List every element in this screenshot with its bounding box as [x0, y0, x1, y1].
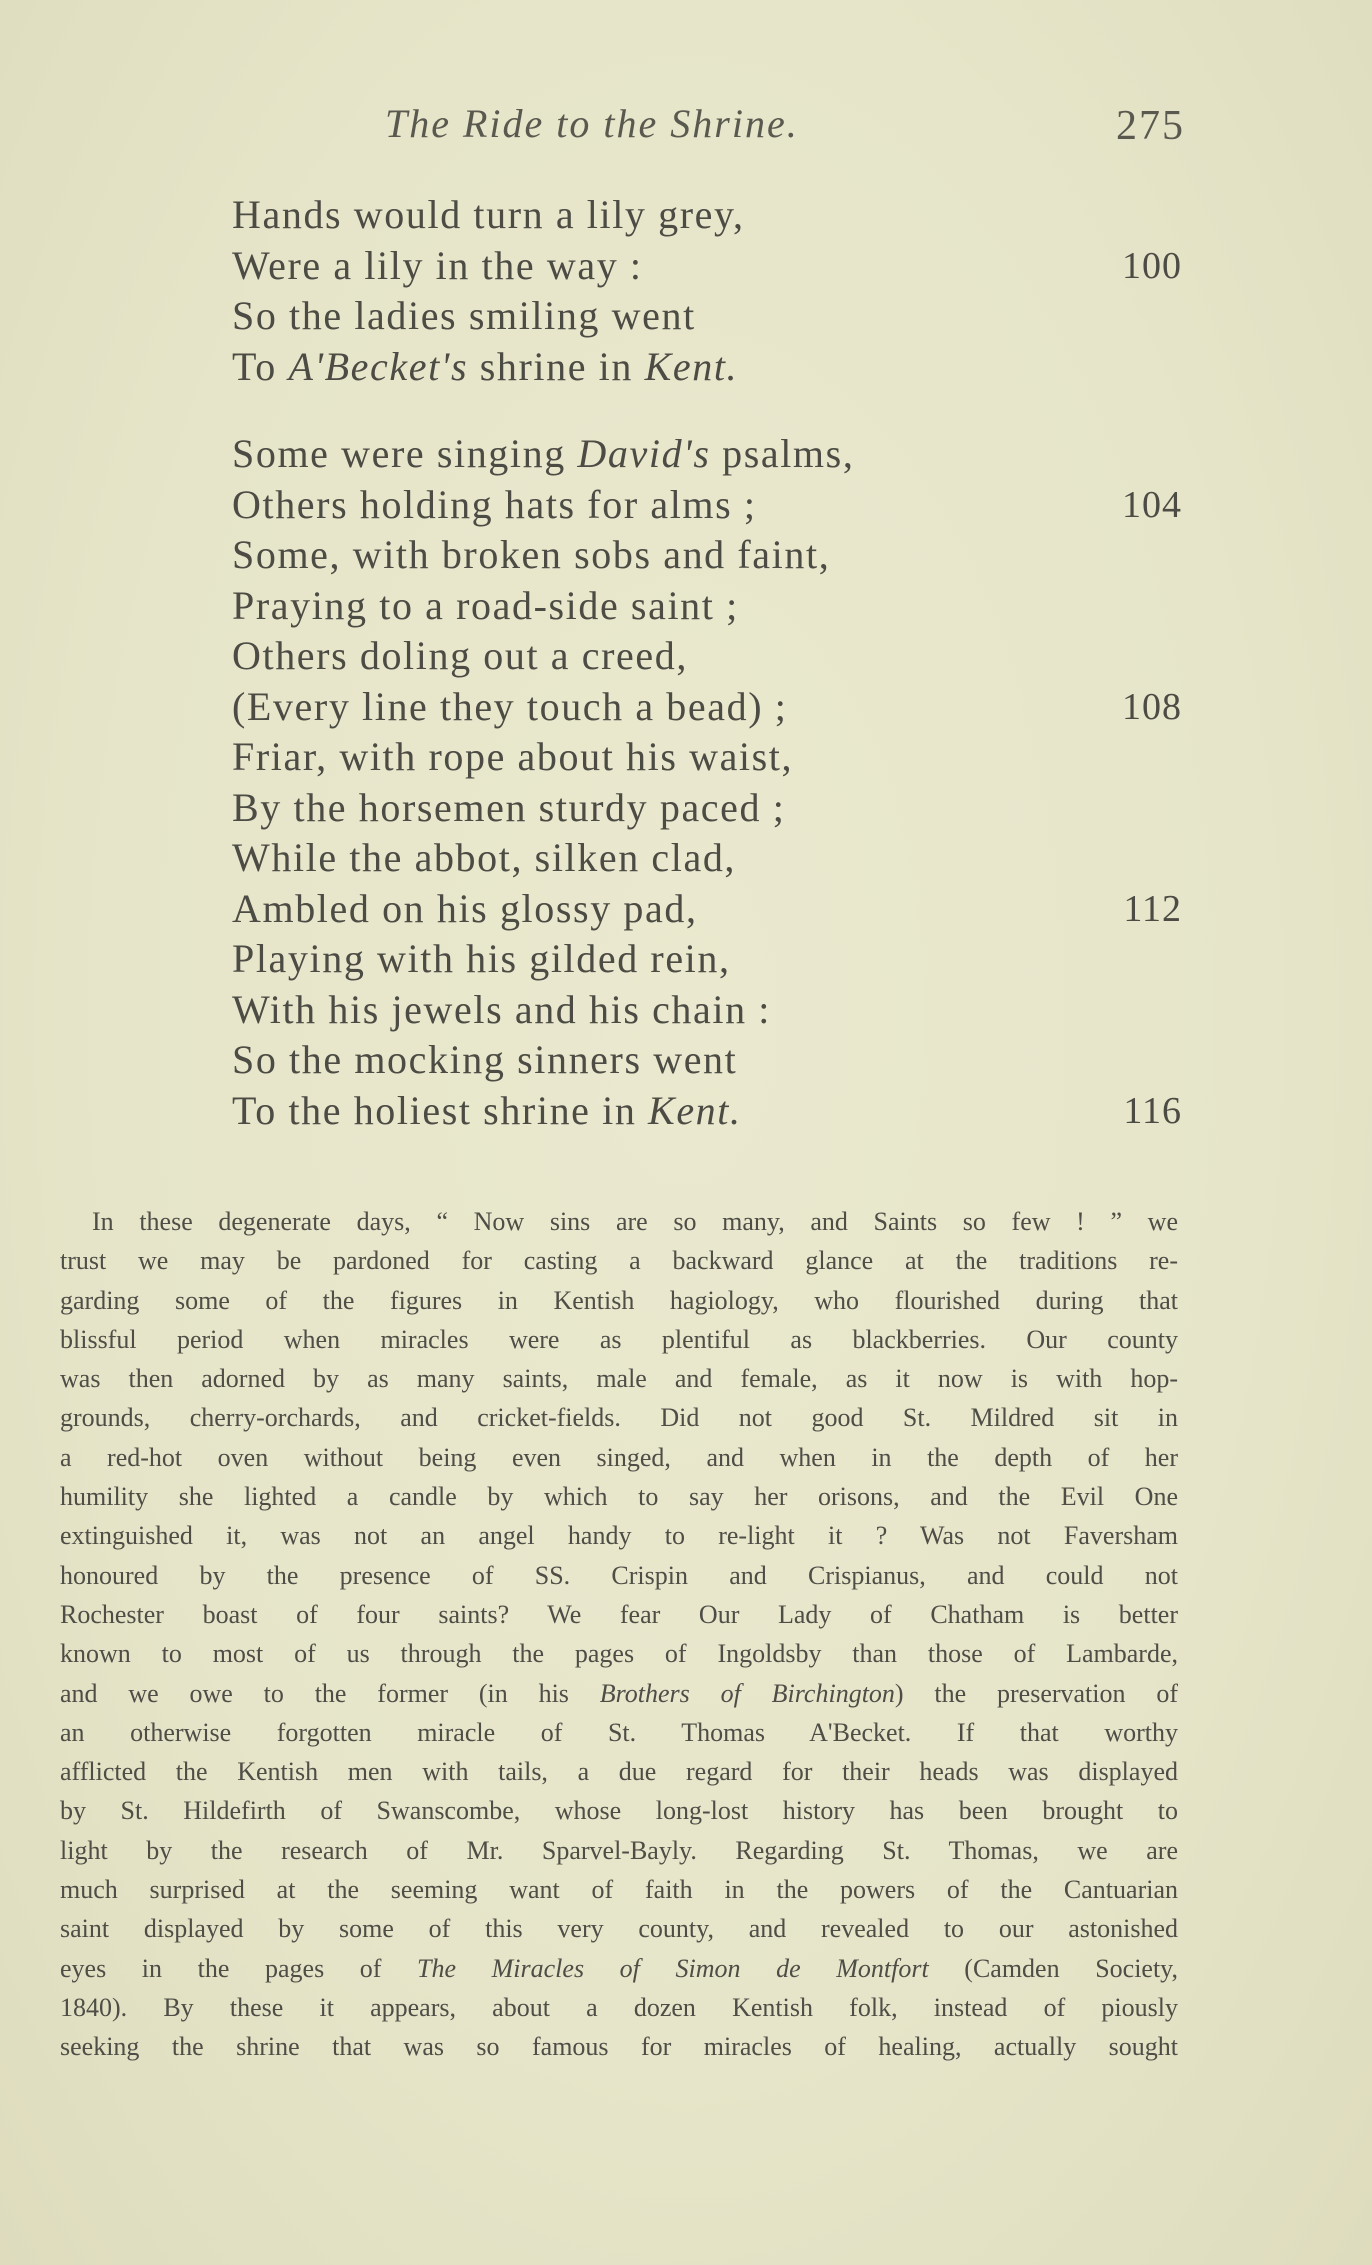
- poem-line: [232, 1086, 1182, 1137]
- poem-line-italic: A'Becket's: [288, 343, 469, 389]
- poem-line: [232, 631, 1182, 682]
- poem-line-text: psalms,: [710, 431, 855, 476]
- poem-line: [232, 291, 1182, 342]
- poem-line: [232, 429, 1182, 480]
- poem-line-text: Praying to a road-side saint ;: [232, 582, 739, 628]
- poem-line: [232, 934, 1182, 985]
- poem-line: [232, 985, 1182, 1036]
- poem-line-text: With his jewels and his chain :: [232, 986, 772, 1032]
- poem-line-text: Others holding hats for alms ;: [232, 481, 757, 527]
- poem-line-text: Friar, with rope about his waist,: [232, 734, 794, 779]
- page-header: [385, 100, 1185, 160]
- poem: [232, 190, 1182, 1136]
- poem-line: [232, 342, 1182, 393]
- page-number: 275: [1116, 103, 1185, 149]
- prose-line: light by the research of Mr. Sparvel-Bayly. Regarding St. Thomas, we are: [60, 1835, 1178, 1865]
- prose-paragraph: [60, 1202, 1178, 2067]
- poem-line-italic: Kent.: [644, 343, 739, 389]
- prose-italic-title: The Miracles of Simon de Montfort: [417, 1953, 929, 1983]
- line-number: 100: [1122, 244, 1182, 287]
- poem-stanza-2: [232, 429, 1182, 1136]
- poem-line: [232, 1035, 1182, 1086]
- line-number: 108: [1122, 685, 1182, 728]
- poem-line: [232, 530, 1182, 581]
- prose-line: eyes in the pages of The Miracles of Simon de Montfort (Camden Society,: [60, 1953, 1178, 1983]
- poem-line-text: Were a lily in the way :: [232, 242, 643, 288]
- poem-line: [232, 190, 1182, 241]
- poem-line-text: shrine in: [468, 343, 645, 389]
- prose-line: extinguished it, was not an angel handy to re-light it ? Was not Faversham: [60, 1521, 1178, 1551]
- prose-line: In these degenerate days, “ Now sins are so many, and Saints so few ! ” we: [92, 1207, 1178, 1236]
- running-title: The Ride to the Shrine.: [385, 101, 799, 146]
- poem-line-text: Playing with his gilded rein,: [232, 936, 731, 981]
- poem-line: [232, 581, 1182, 632]
- prose-line: an otherwise forgotten miracle of St. Thomas A'Becket. If that worthy: [60, 1717, 1178, 1747]
- poem-line: [232, 682, 1182, 733]
- prose-italic-title: Brothers of Birchington: [599, 1678, 895, 1708]
- poem-line-text: To: [232, 343, 289, 389]
- poem-line-text: So the ladies smiling went: [232, 293, 696, 338]
- poem-line-text: Some, with broken sobs and faint,: [232, 532, 831, 577]
- prose-line: grounds, cherry-orchards, and cricket-fields. Did not good St. Mildred sit in: [60, 1403, 1178, 1433]
- line-number: 104: [1122, 483, 1182, 526]
- poem-line-text: Others doling out a creed,: [232, 633, 688, 678]
- prose-line: afflicted the Kentish men with tails, a due regard for their heads was displayed: [60, 1757, 1178, 1787]
- prose-line: by St. Hildefirth of Swanscombe, whose long-lost history has been brought to: [60, 1796, 1178, 1826]
- prose-line: garding some of the figures in Kentish hagiology, who flourished during that: [60, 1285, 1178, 1315]
- poem-line-text: Ambled on his glossy pad,: [232, 885, 698, 931]
- line-number: 112: [1123, 887, 1182, 930]
- poem-line-text: Some were singing: [232, 431, 578, 476]
- prose-line: seeking the shrine that was so famous for miracles of healing, actually sought: [60, 2032, 1178, 2062]
- poem-line: [232, 480, 1182, 531]
- poem-stanza-1: [232, 190, 1182, 392]
- poem-line: [232, 241, 1182, 292]
- prose-line: trust we may be pardoned for casting a backward glance at the traditions re-: [60, 1246, 1178, 1276]
- prose-line: known to most of us through the pages of Ingoldsby than those of Lambarde,: [60, 1639, 1178, 1669]
- prose-line: a red-hot oven without being even singed, and when in the depth of her: [60, 1442, 1178, 1472]
- poem-line-text: So the mocking sinners went: [232, 1037, 738, 1082]
- prose-line: Rochester boast of four saints? We fear Our Lady of Chatham is better: [60, 1599, 1178, 1629]
- poem-line-italic: Kent.: [648, 1087, 742, 1133]
- poem-line: [232, 732, 1182, 783]
- prose-line: and we owe to the former (in his Brothers of Birchington) the preservation of: [60, 1678, 1178, 1708]
- prose-line: humility she lighted a candle by which to say her orisons, and the Evil One: [60, 1482, 1178, 1512]
- poem-line-text: To the holiest shrine in: [232, 1087, 649, 1133]
- line-number: 116: [1123, 1089, 1182, 1132]
- poem-line-text: (Every line they touch a bead) ;: [232, 683, 788, 729]
- prose-line: 1840). By these it appears, about a dozen Kentish folk, instead of piously: [60, 1992, 1178, 2022]
- poem-line-text: While the abbot, silken clad,: [232, 835, 737, 880]
- poem-line-italic: David's: [577, 431, 711, 476]
- prose-line: saint displayed by some of this very county, and revealed to our astonished: [60, 1914, 1178, 1944]
- prose-line: blissful period when miracles were as plentiful as blackberries. Our county: [60, 1324, 1178, 1354]
- poem-line-text: Hands would turn a lily grey,: [232, 192, 745, 237]
- poem-line: [232, 884, 1182, 935]
- prose-line: was then adorned by as many saints, male and female, as it now is with hop-: [60, 1364, 1178, 1394]
- poem-line: [232, 833, 1182, 884]
- poem-line: [232, 783, 1182, 834]
- prose-line: much surprised at the seeming want of faith in the powers of the Cantuarian: [60, 1875, 1178, 1905]
- prose-line: honoured by the presence of SS. Crispin and Crispianus, and could not: [60, 1560, 1178, 1590]
- poem-line-text: By the horsemen sturdy paced ;: [232, 784, 786, 830]
